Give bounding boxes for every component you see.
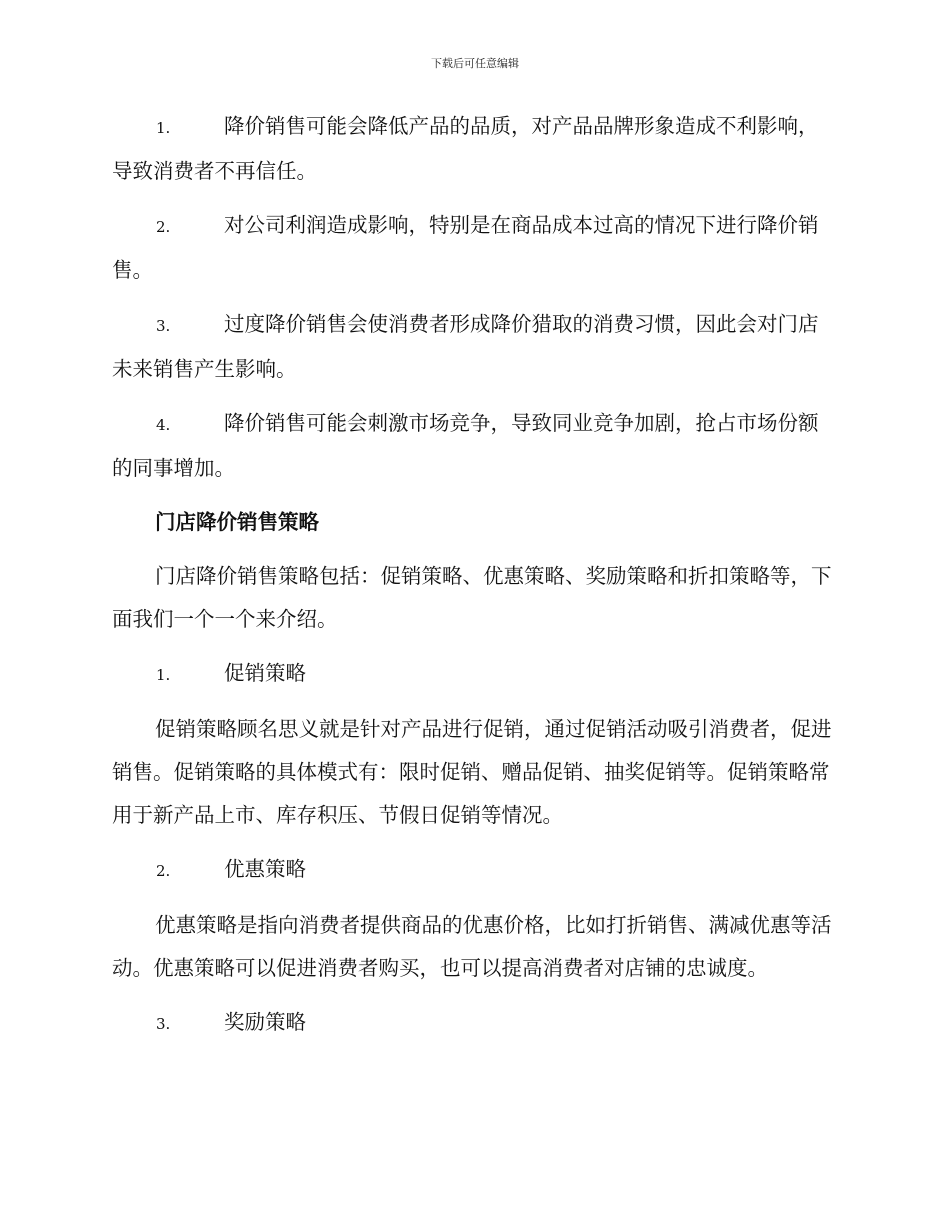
strategy-description-1: 促销策略顾名思义就是针对产品进行促销，通过促销活动吸引消费者，促进销售。促销策略的具体模式有：限时促销、赠品促销、抽奖促销等。促销策略常用于新产品上市、库存积压、节假日促销等情况。 xyxy=(112,717,832,827)
strategy-heading-2 xyxy=(112,848,832,893)
list-text: 降价销售可能会降低产品的品质，对产品品牌形象造成不利影响，导致消费者不再信任。 xyxy=(112,114,819,183)
list-number: 3. xyxy=(156,317,171,335)
page-header: 下载后可任意编辑 xyxy=(431,57,519,70)
section-intro: 门店降价销售策略包括：促销策略、优惠策略、奖励策略和折扣策略等，下面我们一个一个来介绍。 xyxy=(112,564,832,631)
list-number: 2. xyxy=(156,218,171,236)
section-heading: 门店降价销售策略 xyxy=(155,510,319,534)
strategy-title: 优惠策略 xyxy=(224,857,306,881)
strategy-title: 奖励策略 xyxy=(224,1010,306,1034)
list-item-risk-2 xyxy=(112,204,832,292)
list-item-risk-3 xyxy=(112,303,832,391)
strategy-description-2: 优惠策略是指向消费者提供商品的优惠价格，比如打折销售、满减优惠等活动。优惠策略可以促进消费者购买，也可以提高消费者对店铺的忠诚度。 xyxy=(112,913,832,980)
document-body xyxy=(112,105,832,1057)
list-number: 4. xyxy=(156,416,171,434)
strategy-heading-3 xyxy=(112,1001,832,1046)
list-number: 1. xyxy=(156,666,171,684)
list-item-risk-4 xyxy=(112,402,832,490)
strategy-heading-1 xyxy=(112,652,832,697)
list-number: 2. xyxy=(156,862,171,880)
list-text: 降价销售可能会刺激市场竞争，导致同业竞争加剧，抢占市场份额的同事增加。 xyxy=(112,411,819,480)
list-item-risk-1 xyxy=(112,105,832,193)
list-number: 3. xyxy=(156,1015,171,1033)
strategy-title: 促销策略 xyxy=(224,661,306,685)
list-text: 对公司利润造成影响，特别是在商品成本过高的情况下进行降价销售。 xyxy=(112,213,819,282)
list-number: 1. xyxy=(156,119,171,137)
list-text: 过度降价销售会使消费者形成降价猎取的消费习惯，因此会对门店未来销售产生影响。 xyxy=(112,312,819,381)
